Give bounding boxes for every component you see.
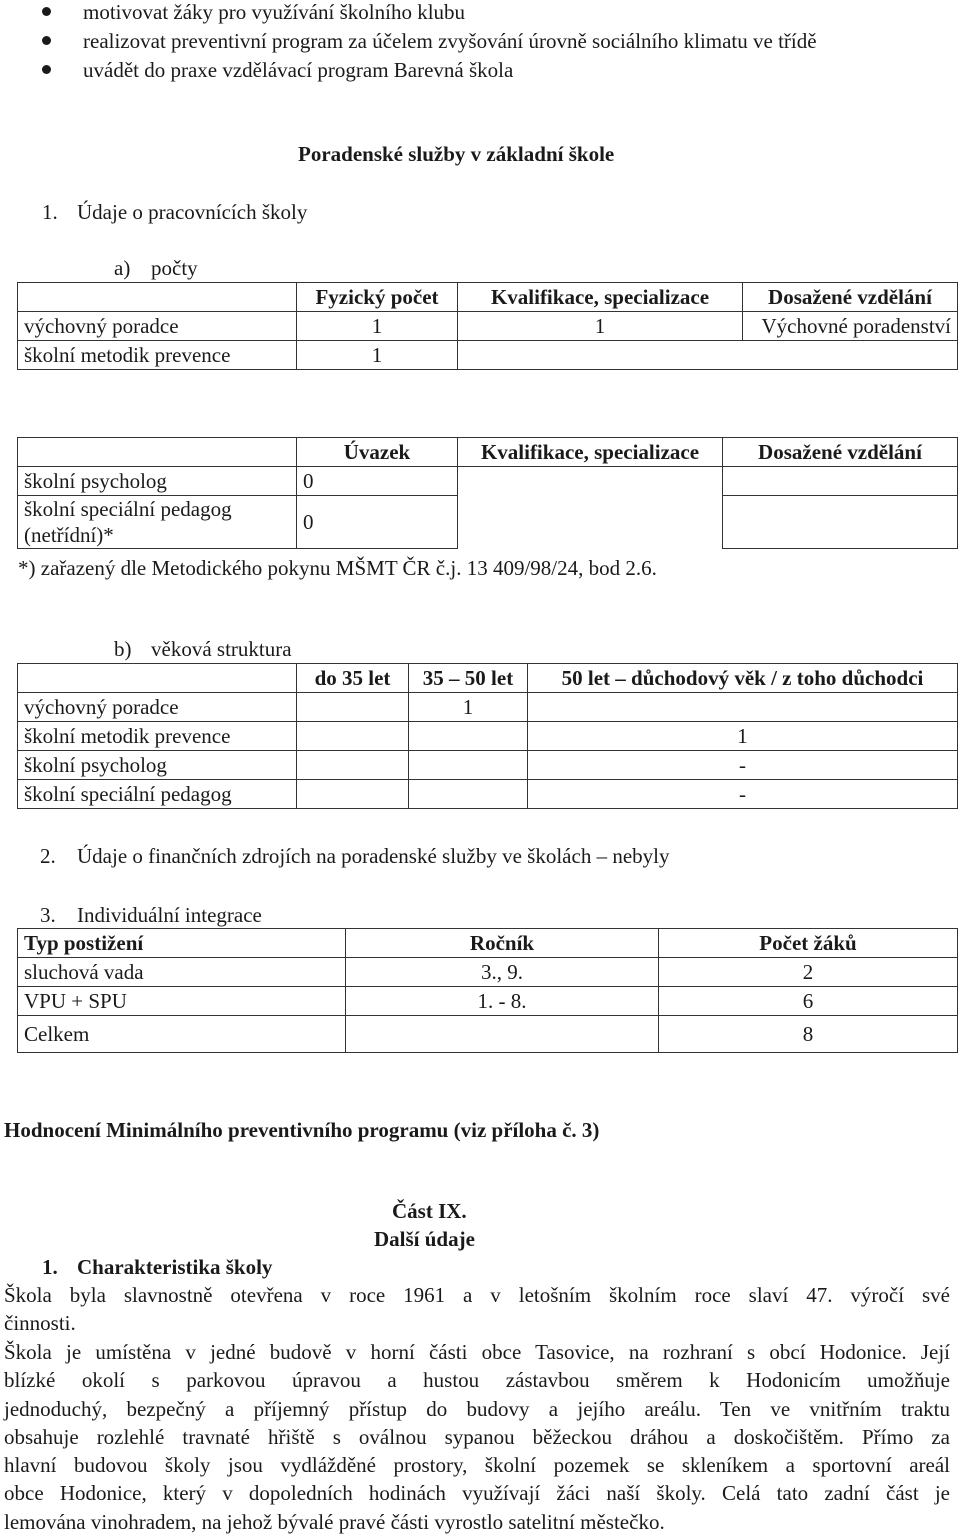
item2-number: 2. (40, 844, 56, 868)
table-cell: 0 (297, 496, 458, 549)
item3-number: 3. (40, 903, 56, 927)
table-cell: školní speciální pedagog (18, 780, 297, 809)
table-cell: Celkem (18, 1016, 346, 1053)
paragraph-line: obce Hodonice, který v dopoledních hodinách využívají žáci naší školy. Celá tato zadní část je (4, 1481, 950, 1506)
table-cell: výchovný poradce (18, 693, 297, 722)
char-heading-number: 1. (42, 1255, 58, 1279)
sub-b-text: věková struktura (151, 637, 292, 661)
staff-count-table (17, 282, 958, 370)
paragraph-line: obsahuje rozlehlé travnaté hřiště s oválnou sypanou běžeckou dráhou a doskočištěm. Přímo za (4, 1424, 950, 1449)
table-cell (409, 722, 528, 751)
bullet-dot (42, 7, 51, 16)
table-cell: 1 (528, 722, 958, 751)
table-cell (458, 341, 958, 370)
paragraph-line: blízké okolí s parkovou úpravou a hustou zástavbou směrem k Hodonicím umožňuje (4, 1368, 950, 1393)
table-cell (18, 438, 297, 467)
paragraph-line: jednoduchý, bezpečný a příjemný přístup do budovy a jejího areálu. Ten ve vnitřním traktu (4, 1396, 950, 1421)
char-heading-text: Charakteristika školy (77, 1255, 273, 1279)
age-structure-table (17, 663, 958, 809)
bullet-item: motivovat žáky pro využívání školního klubu (83, 0, 466, 24)
table-header: Kvalifikace, specializace (458, 438, 723, 467)
table-cell: 1 (409, 693, 528, 722)
section-title: Poradenské služby v základní škole (298, 142, 615, 166)
table-cell: 8 (659, 1016, 958, 1053)
paragraph-line: lemována vinohradem, na jehož bývalé pravé části vyrostlo satelitní městečko. (4, 1509, 665, 1534)
paragraph-line: hlavní budovou školy jsou vydlážděné prostory, školní pozemek se skleníkem a sportovní areál (4, 1453, 950, 1478)
table-cell: Výchovné poradenství (743, 312, 958, 341)
sub-a-label: a) (114, 256, 131, 280)
table-cell (723, 496, 958, 549)
table-cell: výchovný poradce (18, 312, 297, 341)
paragraph-line: činnosti. (4, 1311, 76, 1336)
paragraph-founding (4, 1281, 950, 1338)
integration-table (17, 928, 958, 1053)
table-cell (528, 693, 958, 722)
bullet-dot (42, 36, 51, 45)
table-header: do 35 let (297, 664, 409, 693)
paragraph-line: Škola byla slavnostně otevřena v roce 1961 a v letošním školním roce slaví 47. výročí své (4, 1283, 950, 1307)
sub-b-label: b) (114, 637, 132, 661)
evaluation-title: Hodnocení Minimálního preventivního programu (viz příloha č. 3) (4, 1118, 600, 1142)
table-cell (18, 664, 297, 693)
item2-text: Údaje o finančních zdrojích na poradenské služby ve školách – nebyly (77, 844, 670, 868)
table-cell: školní psycholog (18, 467, 297, 496)
table-header: Kvalifikace, specializace (458, 283, 743, 312)
table-cell: školní metodik prevence (18, 341, 297, 370)
cell-line: (netřídní)* (24, 523, 114, 547)
table-cell (297, 751, 409, 780)
table-cell (409, 751, 528, 780)
bullet-dot (42, 65, 51, 74)
table-cell (297, 780, 409, 809)
table-header: Úvazek (297, 438, 458, 467)
item1-number: 1. (42, 200, 58, 224)
table-cell (458, 467, 723, 496)
table-cell: 1 (297, 312, 458, 341)
table-cell: školní metodik prevence (18, 722, 297, 751)
table-cell: 1. - 8. (346, 987, 659, 1016)
table-cell (723, 467, 958, 496)
table-cell: - (528, 751, 958, 780)
table-header: Dosažené vzdělání (723, 438, 958, 467)
table-cell: 6 (659, 987, 958, 1016)
table-header: 50 let – důchodový věk / z toho důchodci (528, 664, 958, 693)
item1-text: Údaje o pracovnících školy (77, 200, 308, 224)
table-cell (297, 693, 409, 722)
table-header: Dosažené vzdělání (743, 283, 958, 312)
table-header: Ročník (346, 929, 659, 958)
table-cell (18, 496, 297, 549)
paragraph-line: Škola je umístěna v jedné budově v horní části obce Tasovice, na rozhraní s obcí Hodonice. Její (4, 1340, 950, 1364)
staff-workload-table (17, 437, 958, 549)
item3-text: Individuální integrace (77, 903, 262, 927)
table-cell: VPU + SPU (18, 987, 346, 1016)
table-cell: sluchová vada (18, 958, 346, 987)
table-cell (346, 1016, 659, 1053)
table-cell: 3., 9. (346, 958, 659, 987)
table-cell (18, 283, 297, 312)
table-header: 35 – 50 let (409, 664, 528, 693)
table-cell: 2 (659, 958, 958, 987)
table-cell (409, 780, 528, 809)
footnote: *) zařazený dle Metodického pokynu MŠMT ČR č.j. 13 409/98/24, bod 2.6. (18, 556, 657, 580)
table-header: Fyzický počet (297, 283, 458, 312)
table-cell (297, 722, 409, 751)
table-cell: 0 (297, 467, 458, 496)
table-header: Počet žáků (659, 929, 958, 958)
bullet-item: realizovat preventivní program za účelem zvyšování úrovně sociálního klimatu ve třídě (83, 29, 817, 53)
part-title: Část IX. (392, 1199, 467, 1223)
cell-line: školní speciální pedagog (24, 497, 232, 521)
table-cell: 1 (458, 312, 743, 341)
table-cell: - (528, 780, 958, 809)
paragraph-location (4, 1338, 950, 1536)
table-cell (458, 496, 723, 549)
sub-a-text: počty (151, 256, 198, 280)
table-cell: školní psycholog (18, 751, 297, 780)
table-header: Typ postižení (18, 929, 346, 958)
table-cell: 1 (297, 341, 458, 370)
bullet-item: uvádět do praxe vzdělávací program Barevná škola (83, 58, 514, 82)
part-subtitle: Další údaje (374, 1227, 475, 1251)
